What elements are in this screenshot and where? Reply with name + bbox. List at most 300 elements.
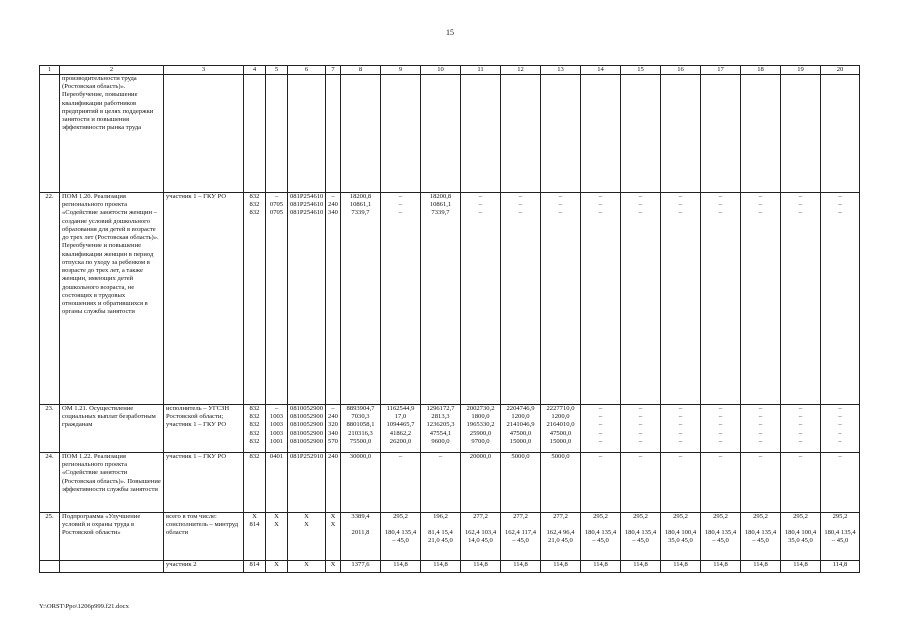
cell-line: – [558,193,563,200]
row-number: 23. [40,405,60,453]
cell-line: 832 [249,193,260,200]
cell-line: 30000,0 [349,453,372,460]
amount-total: 295,2 [832,513,848,520]
amount-cell [501,561,541,573]
cell-line: – [598,209,603,217]
table-row [40,561,860,573]
cell-line: 10861,1 [429,201,452,209]
budget-table [39,65,860,573]
amount-total: 295,2 [793,513,808,520]
amount-cell [381,453,421,513]
amount-cell [341,453,381,513]
amount-cell [781,193,821,405]
row-number [40,561,60,573]
cell-line: – [678,453,683,460]
cell-line: 7339,7 [351,209,370,217]
amount-cell [661,75,701,193]
vr-code [326,405,341,453]
csr-code [288,453,326,513]
cell-line: – [598,413,603,421]
column-number: 15 [621,66,661,75]
cell-line: 832 [249,413,260,421]
cell-line: 5000,0 [551,453,570,460]
measure-name: ПОМ 1.20. Реализация регионального проекта «Содействие занятости женщин – создание условий дошкольного образования для детей в возрасте до трех лет (Ростовская область)». Переобучение и повышение квалификации женщин в период отпуска по уходу за ребенком в возрасте до трех лет, а также женщин, имеющих детей дошкольного возраста, не состоящих в трудовых отношениях и обратившихся в органы службы занятости [60,193,164,405]
grbs-code [244,561,266,573]
cell-line: 0810052900 [290,413,323,421]
cell-line: – [798,437,803,445]
grbs-code [244,513,266,561]
amount-cell [421,513,461,561]
executor: участник 1 – ГКУ РО [164,453,244,513]
amount-cell [581,561,621,573]
table-row [40,453,860,513]
cell-line: X [304,513,309,520]
cell-line: 47500,0 [549,429,572,437]
grbs-code [244,453,266,513]
amount-cell [381,561,421,573]
cell-line: 114,8 [713,561,728,568]
cell-line: – [718,413,723,421]
cell-line: – [718,437,723,445]
cell-line: – [838,201,842,209]
cell-line: 240 [328,201,338,209]
amount-breakdown: 162,4 96,4 21,0 45,0 [546,529,575,545]
cell-line: – [518,193,523,200]
column-number: 3 [164,66,244,75]
amount-cell [781,513,821,561]
cell-line: 1162544,9 [386,405,415,412]
cell-line: 814 [249,521,260,529]
cell-line: 1800,0 [471,413,490,421]
cell-line: 9700,0 [471,437,490,445]
amount-breakdown: 180,4 135,4 – 45,0 [744,529,777,545]
cell-line: 210316,3 [348,429,373,437]
cell-line: 340 [328,429,338,437]
amount-cell [621,193,661,405]
csr-code [288,561,326,573]
cell-line: X [330,561,336,568]
column-number: 18 [741,66,781,75]
amount-total: 295,2 [593,513,608,520]
grbs-code [244,75,266,193]
cell-line: – [398,193,403,200]
cell-line: – [598,437,603,445]
cell-line: – [398,453,403,460]
cell-line: – [598,429,603,437]
cell-line: – [638,453,643,460]
cell-line: – [798,421,803,429]
column-number: 11 [461,66,501,75]
measure-name [60,561,164,573]
amount-cell [741,561,781,573]
cell-line: 114,8 [633,561,648,568]
cell-line: – [598,405,603,412]
amount-cell [501,513,541,561]
cell-line: – [638,421,643,429]
cell-line: X [252,513,257,520]
amount-cell [661,193,701,405]
column-number: 17 [701,66,741,75]
cell-line: – [598,421,603,429]
cell-line: 41862,2 [389,429,412,437]
amount-cell [421,75,461,193]
cell-line: 0810052900 [290,429,323,437]
row-number: 24. [40,453,60,513]
cell-line: 081P254610 [290,193,324,200]
amount-cell [781,453,821,513]
cell-line: – [638,209,643,217]
cell-line: 114,8 [513,561,528,568]
cell-line: – [758,413,763,421]
cell-line: 26200,0 [389,437,412,445]
amount-cell [661,513,701,561]
cell-line: 832 [249,209,260,217]
cell-line: 240 [328,413,338,421]
amount-cell [581,513,621,561]
cell-line: – [678,413,683,421]
amount-cell [661,453,701,513]
rzpr-code [266,193,288,405]
row-number [40,75,60,193]
cell-line: 1296172,7 [426,405,455,412]
cell-line: – [274,193,279,200]
amount-breakdown: 180,4 135,4 – 45,0 [384,529,417,545]
cell-line: – [798,453,803,460]
column-number: 20 [821,66,860,75]
executor: участник 2 [164,561,244,573]
cell-line: 0810052900 [290,421,323,429]
grbs-code [244,405,266,453]
cell-line: 1001 [269,437,284,445]
cell-line: – [638,405,643,412]
amount-cell [701,193,741,405]
amount-breakdown: 180,4 135,4 – 45,0 [704,529,737,545]
amount-breakdown: 2011,8 [351,529,370,537]
cell-line: 2141046,9 [506,421,535,429]
table-row [40,513,860,561]
vr-code [326,561,341,573]
cell-line: 081P254610 [290,201,324,209]
amount-breakdown: 180,4 135,4 – 45,0 [584,529,617,545]
cell-line: – [331,405,335,412]
cell-line: 0810052900 [290,405,323,412]
cell-line: – [678,201,683,209]
amount-total: 3389,4 [351,513,370,520]
cell-line: – [758,201,763,209]
cell-line: 832 [249,405,260,412]
amount-cell [581,75,621,193]
column-number: 19 [781,66,821,75]
amount-cell [781,561,821,573]
cell-line: 832 [249,437,260,445]
amount-cell [621,561,661,573]
rzpr-code [266,405,288,453]
cell-line: 25900,0 [469,429,492,437]
amount-cell [501,453,541,513]
amount-cell [341,513,381,561]
cell-line: – [758,209,763,217]
cell-line: – [718,209,723,217]
amount-total: 277,2 [513,513,528,520]
rzpr-code [266,561,288,573]
amount-cell [501,75,541,193]
cell-line: 114,8 [473,561,488,568]
cell-line: X [274,561,279,568]
cell-line: X [274,521,279,529]
amount-cell [741,75,781,193]
amount-cell [821,193,860,405]
cell-line: – [718,193,723,200]
amount-cell [341,561,381,573]
cell-line: 081P252910 [290,453,324,460]
amount-cell [381,75,421,193]
amount-cell [701,453,741,513]
amount-cell [701,405,741,453]
amount-cell [381,193,421,405]
amount-cell [581,193,621,405]
cell-line: 1200,0 [511,413,530,421]
amount-cell [741,405,781,453]
cell-line: 832 [249,429,260,437]
cell-line: 15000,0 [509,437,532,445]
cell-line: 17,0 [394,413,407,421]
vr-code [326,75,341,193]
amount-cell [341,75,381,193]
amount-breakdown: 162,4 103,4 14,0 45,0 [464,529,497,545]
cell-line: – [838,437,842,445]
cell-line: 114,8 [593,561,608,568]
cell-line: – [678,421,683,429]
amount-cell [701,513,741,561]
column-number: 4 [244,66,266,75]
cell-line: 10861,1 [349,201,372,209]
amount-total: 295,2 [633,513,648,520]
amount-cell [781,405,821,453]
cell-line: – [758,193,763,200]
cell-line: 114,8 [433,561,448,568]
cell-line: 8801058,1 [346,421,375,429]
cell-line: 2002730,2 [466,405,495,412]
amount-cell [541,513,581,561]
cell-line: 814 [249,561,260,568]
cell-line: – [758,453,763,460]
column-number: 10 [421,66,461,75]
amount-cell [501,193,541,405]
cell-line: 2164010,0 [546,421,575,429]
cell-line: – [678,437,683,445]
cell-line: 832 [249,421,260,429]
cell-line: 20000,0 [469,453,492,460]
cell-line: 114,8 [673,561,688,568]
amount-breakdown: 180,4 100,4 35,0 45,0 [664,529,697,545]
cell-line: X [304,561,309,568]
cell-line: – [398,201,403,209]
amount-cell [821,405,860,453]
cell-line: 47554,1 [429,429,452,437]
cell-line: 8893904,7 [346,405,375,412]
amount-cell [581,453,621,513]
cell-line: – [478,209,483,217]
cell-line: – [718,429,723,437]
cell-line: 1200,0 [551,413,570,421]
amount-cell [541,453,581,513]
csr-code [288,75,326,193]
cell-line: 1003 [269,413,284,421]
cell-line: – [678,193,683,200]
cell-line: 114,8 [793,561,808,568]
cell-line: – [718,405,723,412]
cell-line: – [838,421,842,429]
amount-cell [621,75,661,193]
amount-total: 196,2 [433,513,448,520]
measure-name: Подпрограмма «Улучшение условий и охраны труда в Ростовской области» [60,513,164,561]
measure-name: производительности труда (Ростовская область)». Переобучение, повышение квалификации работников предприятий в целях поддержки занятости и повышения эффективности рынка труда [60,75,164,193]
cell-line: – [638,201,643,209]
cell-line: – [798,201,803,209]
cell-line: 7030,3 [351,413,370,421]
cell-line: – [758,405,763,412]
amount-total: 295,2 [673,513,688,520]
column-number: 1 [40,66,60,75]
amount-breakdown: 81,4 15,4 21,0 45,0 [428,529,453,545]
cell-line: 47500,0 [509,429,532,437]
cell-line: 9600,0 [431,437,450,445]
cell-line: – [331,193,335,200]
vr-code [326,513,341,561]
cell-line: – [518,201,523,209]
row-number: 25. [40,513,60,561]
cell-line: – [718,453,723,460]
cell-line: – [638,413,643,421]
cell-line: – [798,193,803,200]
amount-cell [421,453,461,513]
cell-line: 0705 [269,201,284,209]
amount-cell [581,405,621,453]
amount-cell [341,193,381,405]
amount-cell [621,453,661,513]
cell-line: X [330,513,336,520]
cell-line: 2813,3 [431,413,450,421]
amount-cell [541,561,581,573]
cell-line: 5000,0 [511,453,530,460]
file-path-footer: Y:\ORST\Ppo\1206p999.f21.docx [39,603,129,610]
vr-code [326,193,341,405]
amount-cell [621,513,661,561]
cell-line: – [838,193,842,200]
cell-line: X [274,513,279,520]
cell-line: – [838,209,842,217]
cell-line: 832 [249,201,260,209]
column-number: 14 [581,66,621,75]
amount-cell [701,75,741,193]
cell-line: 18200,8 [349,193,372,200]
amount-cell [541,405,581,453]
executor [164,75,244,193]
amount-total: 295,2 [393,513,408,520]
amount-cell [381,513,421,561]
cell-line: 15000,0 [549,437,572,445]
cell-line: 320 [328,421,338,429]
table-row [40,193,860,405]
cell-line: 1236205,3 [426,421,455,429]
amount-cell [821,561,860,573]
cell-line: – [718,201,723,209]
executor: исполнитель – УГСЗН Ростовской области; участник 1 – ГКУ РО [164,405,244,453]
rzpr-code [266,513,288,561]
cell-line: – [558,201,563,209]
amount-cell [821,453,860,513]
amount-cell [461,405,501,453]
column-number: 7 [326,66,341,75]
amount-cell [501,405,541,453]
cell-line: 114,8 [753,561,768,568]
csr-code [288,405,326,453]
cell-line: – [518,209,523,217]
cell-line: 1003 [269,421,284,429]
amount-breakdown: 162,4 117,4 – 45,0 [504,529,537,545]
amount-total: 295,2 [713,513,728,520]
cell-line: – [678,405,683,412]
row-number: 22. [40,193,60,405]
cell-line: – [678,429,683,437]
cell-line: – [558,209,563,217]
column-number: 5 [266,66,288,75]
cell-line: – [758,421,763,429]
cell-line: 18200,8 [429,193,452,200]
amount-cell [461,453,501,513]
cell-line: – [798,413,803,421]
cell-line: – [758,429,763,437]
amount-cell [821,513,860,561]
cell-line: – [758,437,763,445]
cell-line: – [598,453,603,460]
rzpr-code [266,75,288,193]
cell-line: 1965330,2 [466,421,495,429]
cell-line: – [478,201,483,209]
vr-code [326,453,341,513]
amount-cell [661,405,701,453]
column-number: 6 [288,66,326,75]
amount-total: 277,2 [553,513,568,520]
cell-line: – [398,209,403,217]
cell-line: 570 [328,437,338,445]
header-row [40,66,860,75]
amount-cell [421,405,461,453]
measure-name: ОМ 1.21. Осуществление социальных выплат безработным гражданам [60,405,164,453]
cell-line: – [638,193,643,200]
cell-line: 7339,7 [431,209,450,217]
cell-line: – [598,193,603,200]
cell-line: 2227710,0 [546,405,575,412]
cell-line: 75500,0 [349,437,372,445]
cell-line: – [478,193,483,200]
amount-total: 277,2 [473,513,488,520]
cell-line: 1094465,7 [386,421,415,429]
column-number: 9 [381,66,421,75]
table-row [40,405,860,453]
amount-cell [661,561,701,573]
amount-cell [741,453,781,513]
amount-cell [821,75,860,193]
cell-line: 114,8 [832,561,848,568]
column-number: 12 [501,66,541,75]
amount-cell [541,75,581,193]
amount-cell [341,405,381,453]
cell-line: 1377,6 [351,561,370,568]
cell-line: 081P254610 [290,209,324,217]
amount-cell [781,75,821,193]
cell-line: 1003 [269,429,284,437]
